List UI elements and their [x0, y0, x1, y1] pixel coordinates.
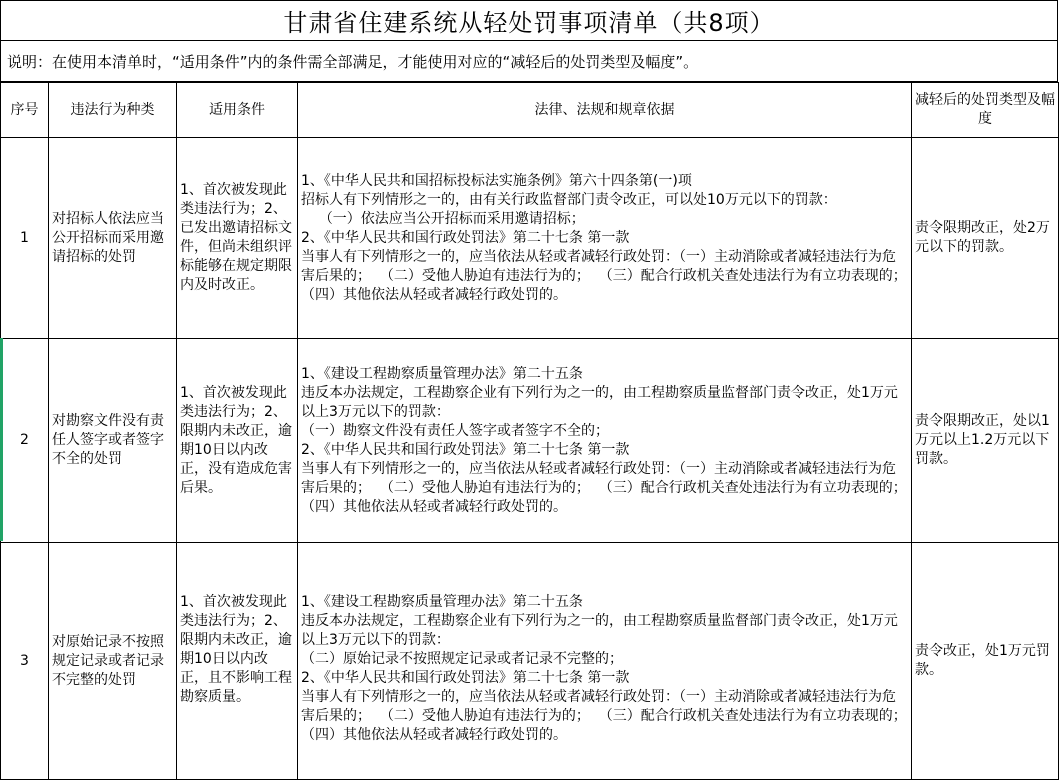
penalty-table	[0, 82, 1059, 780]
basis-line: 违反本办法规定，工程勘察企业有下列行为之一的，由工程勘察质量监督部门责令改正，处1万元以上3万元以下的罚款：	[301, 384, 898, 420]
selected-row-indicator	[0, 338, 3, 541]
basis-line: 当事人有下列情形之一的，应当依法从轻或者减轻行政处罚：（一）主动消除或者减轻违法行为危害后果的； （二）受他人胁迫有违法行为的； （三）配合行政机关查处违法行为有立功表现的； （四）其他依法从轻或者减轻行政处罚的。	[301, 689, 916, 743]
basis-line: 2、《中华人民共和国行政处罚法》第二十七条 第一款	[301, 670, 630, 686]
cell-kind[interactable]: 对招标人依法应当公开招标而采用邀请招标的处罚	[49, 138, 177, 339]
basis-line: 违反本办法规定，工程勘察企业有下列行为之一的，由工程勘察质量监督部门责令改正，处1万元以上3万元以下的罚款：	[301, 613, 898, 648]
cell-condition[interactable]: 1、首次被发现此类违法行为；2、限期内未改正，逾期10日以内改正，没有造成危害后果。	[177, 339, 298, 543]
basis-line: 当事人有下列情形之一的，应当依法从轻或者减轻行政处罚：（一）主动消除或者减轻违法行为危害后果的； （二）受他人胁迫有违法行为的； （三）配合行政机关查处违法行为有立功表现的； （四）其他依法从轻或者减轻行政处罚的。	[301, 248, 916, 303]
cell-basis[interactable]	[298, 339, 916, 543]
cell-basis[interactable]	[298, 543, 916, 780]
basis-block	[301, 593, 916, 745]
instruction-note: 说明：在使用本清单时，“适用条件”内的条件需全部满足，才能使用对应的“减轻后的处罚类型及幅度”。	[0, 41, 1058, 82]
header-no[interactable]: 序号	[1, 83, 49, 138]
basis-line: （二）原始记录不按照规定记录或者记录不完整的；	[301, 651, 623, 667]
table-header-row	[1, 83, 1059, 138]
header-basis[interactable]: 法律、法规和规章依据	[298, 83, 912, 138]
cell-kind[interactable]: 对勘察文件没有责任人签字或者签字不全的处罚	[49, 339, 177, 543]
table-row	[1, 543, 1059, 780]
header-kind[interactable]: 违法行为种类	[49, 83, 177, 138]
table-row	[1, 339, 1059, 543]
condition-text: 1、首次被发现此类违法行为；2、限期内未改正，逾期10日以内改正，且不影响工程勘察质量。	[180, 594, 292, 705]
header-condition[interactable]: 适用条件	[177, 83, 298, 138]
basis-line: 1、《建设工程勘察质量管理办法》第二十五条	[301, 365, 583, 382]
basis-line: （一）勘察文件没有责任人签字或者签字不全的；	[301, 422, 609, 439]
cell-result[interactable]: 责令限期改正，处2万元以下的罚款。	[912, 138, 1059, 339]
cell-no[interactable]: 1	[1, 138, 49, 339]
cell-condition[interactable]: 1、首次被发现此类违法行为；2、已发出邀请招标文件，但尚未组织评标能够在规定期限内及时改正。	[177, 138, 298, 339]
basis-line: 招标人有下列情形之一的，由有关行政监督部门责令改正，可以处10万元以下的罚款：	[301, 191, 837, 208]
cell-condition[interactable]	[177, 543, 298, 780]
basis-line: 当事人有下列情形之一的，应当依法从轻或者减轻行政处罚：（一）主动消除或者减轻违法行为危害后果的； （二）受他人胁迫有违法行为的； （三）配合行政机关查处违法行为有立功表现的； （四）其他依法从轻或者减轻行政处罚的。	[301, 460, 916, 515]
basis-line: 1、《建设工程勘察质量管理办法》第二十五条	[301, 594, 583, 610]
basis-line: 2、《中华人民共和国行政处罚法》第二十七条 第一款	[301, 229, 630, 246]
cell-result[interactable]: 责令限期改正，处以1万元以上1.2万元以下罚款。	[912, 339, 1059, 543]
basis-line: 1、《中华人民共和国招标投标法实施条例》第六十四条第(一)项	[301, 172, 692, 189]
cell-kind[interactable]: 对原始记录不按照规定记录或者记录不完整的处罚	[49, 543, 177, 780]
cell-no[interactable]: 2	[1, 339, 49, 543]
basis-line: （一）依法应当公开招标而采用邀请招标；	[301, 210, 585, 227]
page-title: 甘肃省住建系统从轻处罚事项清单（共8项）	[0, 0, 1058, 41]
cell-result[interactable]: 责令改正，处1万元罚款。	[912, 543, 1059, 780]
header-result[interactable]: 减轻后的处罚类型及幅度	[912, 83, 1059, 138]
cell-basis[interactable]	[298, 138, 916, 339]
cell-no[interactable]: 3	[1, 543, 49, 780]
basis-line: 2、《中华人民共和国行政处罚法》第二十七条 第一款	[301, 441, 630, 458]
table-row	[1, 138, 1059, 339]
